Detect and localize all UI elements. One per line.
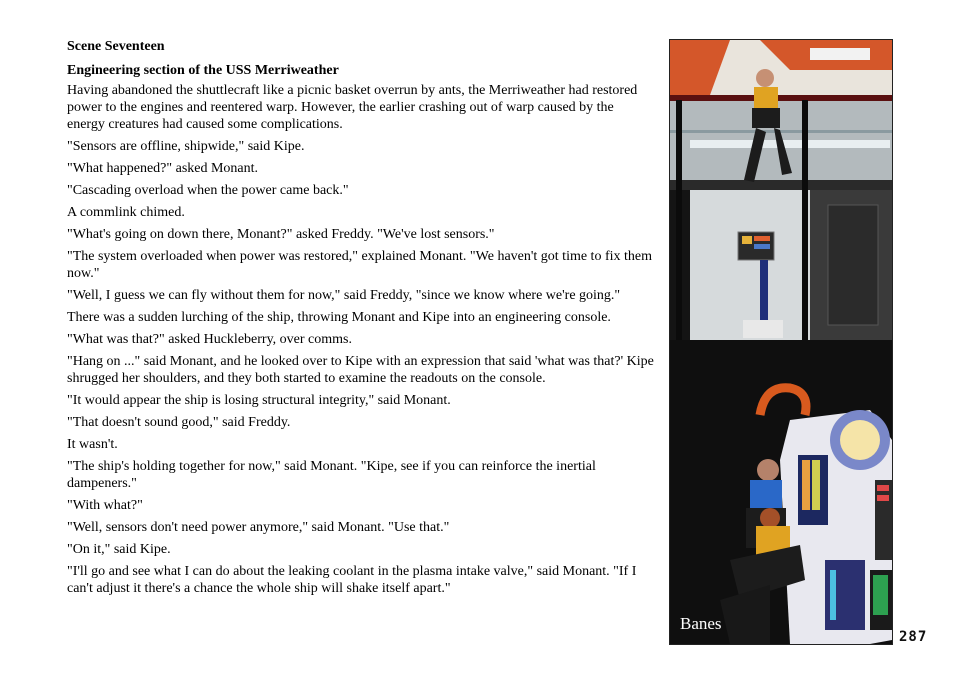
paragraph: "What happened?" asked Monant. bbox=[67, 161, 259, 176]
paragraph: "It would appear the ship is losing structural integrity," said Monant. bbox=[67, 393, 451, 408]
paragraph: "What's going on down there, Monant?" asked Freddy. "We've lost sensors." bbox=[67, 227, 495, 242]
paragraph: It wasn't. bbox=[67, 437, 118, 452]
paragraph: "Hang on ..." said Monant, and he looked over to Kipe with an expression that said 'what was that?' Kipe shrugged her shoulders, and they both started to examine the readouts on the console. bbox=[67, 354, 654, 386]
paragraph: "The ship's holding together for now," said Monant. "Kipe, see if you can reinforce the inertial dampeners." bbox=[67, 459, 596, 491]
paragraph: "Well, I guess we can fly without them for now," said Freddy, "since we know where we're going." bbox=[67, 288, 621, 303]
scene-location: Engineering section of the USS Merriweather bbox=[67, 63, 339, 78]
paragraph: "That doesn't sound good," said Freddy. bbox=[67, 415, 291, 430]
illustration-caption: Banes bbox=[680, 614, 722, 633]
paragraph: "I'll go and see what I can do about the leaking coolant in the plasma intake valve," said Monant. "If I can't adjust it there's a chance the whole ship will shake itself apart." bbox=[67, 564, 637, 596]
paragraph: "With what?" bbox=[67, 498, 143, 513]
paragraph: "Sensors are offline, shipwide," said Kipe. bbox=[67, 139, 305, 154]
engineering-illustration bbox=[669, 39, 893, 645]
paragraph: "Cascading overload when the power came back." bbox=[67, 183, 349, 198]
paragraph: "On it," said Kipe. bbox=[67, 542, 171, 557]
paragraph: "What was that?" asked Huckleberry, over comms. bbox=[67, 332, 352, 347]
story-text-column bbox=[67, 38, 655, 602]
paragraph: A commlink chimed. bbox=[67, 205, 185, 220]
paragraph: "The system overloaded when power was restored," explained Monant. "We haven't got time to fix them now." bbox=[67, 249, 652, 281]
engineering-scene-art bbox=[670, 40, 892, 644]
paragraph: "Well, sensors don't need power anymore," said Monant. "Use that." bbox=[67, 520, 450, 535]
paragraph: There was a sudden lurching of the ship, throwing Monant and Kipe into an engineering console. bbox=[67, 310, 611, 325]
scene-title: Scene Seventeen bbox=[67, 39, 165, 54]
paragraph: Having abandoned the shuttlecraft like a picnic basket overrun by ants, the Merriweather had restored power to the engines and reentered warp. However, the earlier crashing out of warp caused by the energy creatures had caused some complications. bbox=[67, 83, 638, 132]
page-number: 287 bbox=[899, 629, 928, 645]
